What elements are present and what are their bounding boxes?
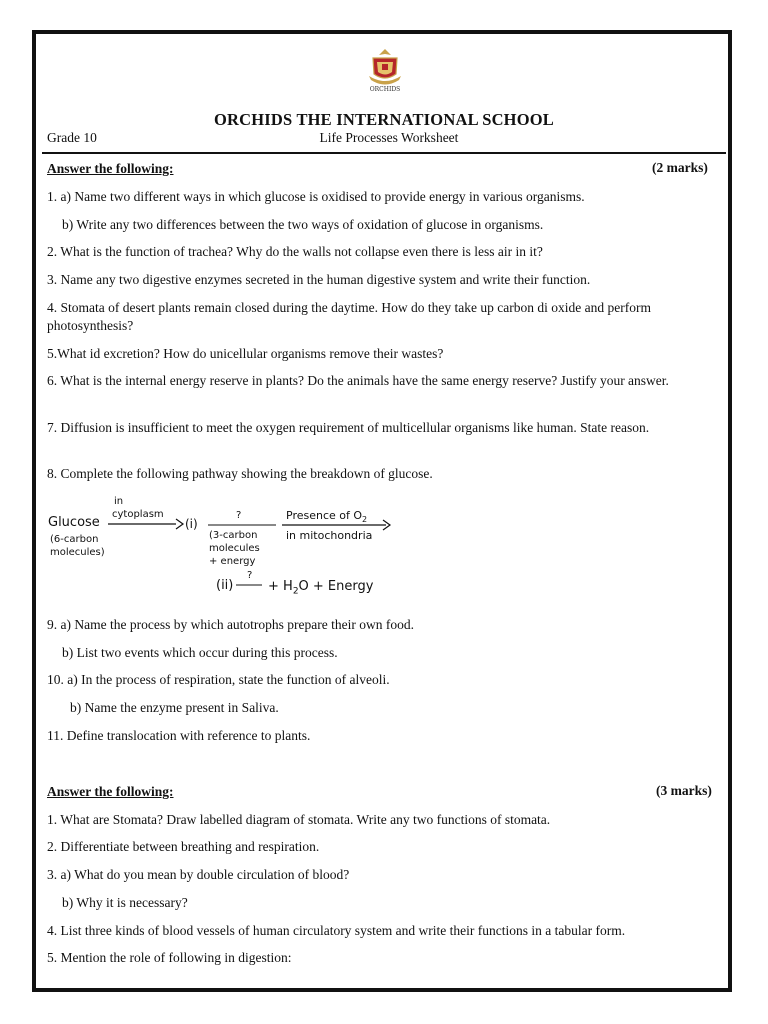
section2-marks: (3 marks)	[656, 783, 712, 798]
question-9b: b) List two events which occur during this process.	[62, 645, 338, 660]
glucose-note-2: molecules)	[50, 547, 105, 558]
arrow1-label-cytoplasm: cytoplasm	[112, 509, 164, 520]
unknown-product-1: ?	[236, 510, 242, 521]
svg-text:ORCHIDS: ORCHIDS	[369, 86, 401, 93]
question-8: 8. Complete the following pathway showing the breakdown of glucose.	[47, 466, 433, 481]
glucose-label: Glucose	[48, 515, 100, 530]
product1-line2: molecules	[209, 543, 260, 554]
unknown-product-2: ?	[247, 570, 253, 581]
question-2: 2. What is the function of trachea? Why do the walls not collapse even there is less air in it?	[47, 244, 543, 259]
glucose-pathway-diagram	[46, 492, 406, 604]
arrow2-label-mitochondria: in mitochondria	[286, 529, 373, 542]
s2-question-5: 5. Mention the role of following in digestion:	[47, 950, 292, 965]
s2-question-4: 4. List three kinds of blood vessels of human circulatory system and write their functions in a tabular form.	[47, 923, 626, 938]
product1-line1: (3-carbon	[209, 530, 258, 541]
question-5: 5.What id excretion? How do unicellular organisms remove their wastes?	[47, 346, 444, 361]
arrow1-label-in: in	[114, 496, 124, 507]
question-9a: 9. a) Name the process by which autotrophs prepare their own food.	[47, 617, 415, 632]
grade-label: Grade 10	[47, 130, 97, 145]
product1-line3: + energy	[209, 556, 256, 567]
final-products: + $H_2O$ + Energy	[268, 579, 374, 597]
question-1b: b) Write any two differences between the two ways of oxidation of glucose in organisms.	[62, 217, 544, 232]
question-1a: 1. a) Name two different ways in which glucose is oxidised to provide energy in various organisms.	[47, 189, 585, 204]
s2-question-3a: 3. a) What do you mean by double circulation of blood?	[47, 867, 350, 882]
question-3: 3. Name any two digestive enzymes secreted in the human digestive system and write their function.	[47, 272, 591, 287]
question-11: 11. Define translocation with reference to plants.	[47, 728, 311, 743]
question-10a: 10. a) In the process of respiration, state the function of alveoli.	[47, 672, 390, 687]
school-name: ORCHIDS THE INTERNATIONAL SCHOOL	[214, 110, 554, 129]
step-i-label: (i)	[185, 517, 198, 531]
s2-question-1: 1. What are Stomata? Draw labelled diagram of stomata. Write any two functions of stomata.	[47, 812, 551, 827]
arrow2-label-oxygen: Presence of $O_2$	[286, 509, 368, 525]
section1-marks: (2 marks)	[652, 160, 708, 175]
question-6: 6. What is the internal energy reserve in plants? Do the animals have the same energy reserve? Justify your answer.	[47, 373, 669, 388]
question-4: 4. Stomata of desert plants remain closed during the daytime. How do they take up carbon di oxide and perform photosynthesis?	[47, 300, 651, 333]
step-ii-label: (ii)	[216, 578, 234, 593]
glucose-note-1: (6-carbon	[50, 534, 99, 545]
worksheet-title: Life Processes Worksheet	[319, 130, 459, 145]
header-divider	[42, 152, 726, 154]
section2-heading: Answer the following:	[47, 784, 174, 799]
section1-heading: Answer the following:	[47, 161, 174, 176]
question-7: 7. Diffusion is insufficient to meet the oxygen requirement of multicellular organisms like human. State reason.	[47, 420, 650, 435]
s2-question-2: 2. Differentiate between breathing and respiration.	[47, 839, 320, 854]
s2-question-3b: b) Why it is necessary?	[62, 895, 188, 910]
school-logo	[363, 46, 407, 94]
question-10b: b) Name the enzyme present in Saliva.	[70, 700, 279, 715]
